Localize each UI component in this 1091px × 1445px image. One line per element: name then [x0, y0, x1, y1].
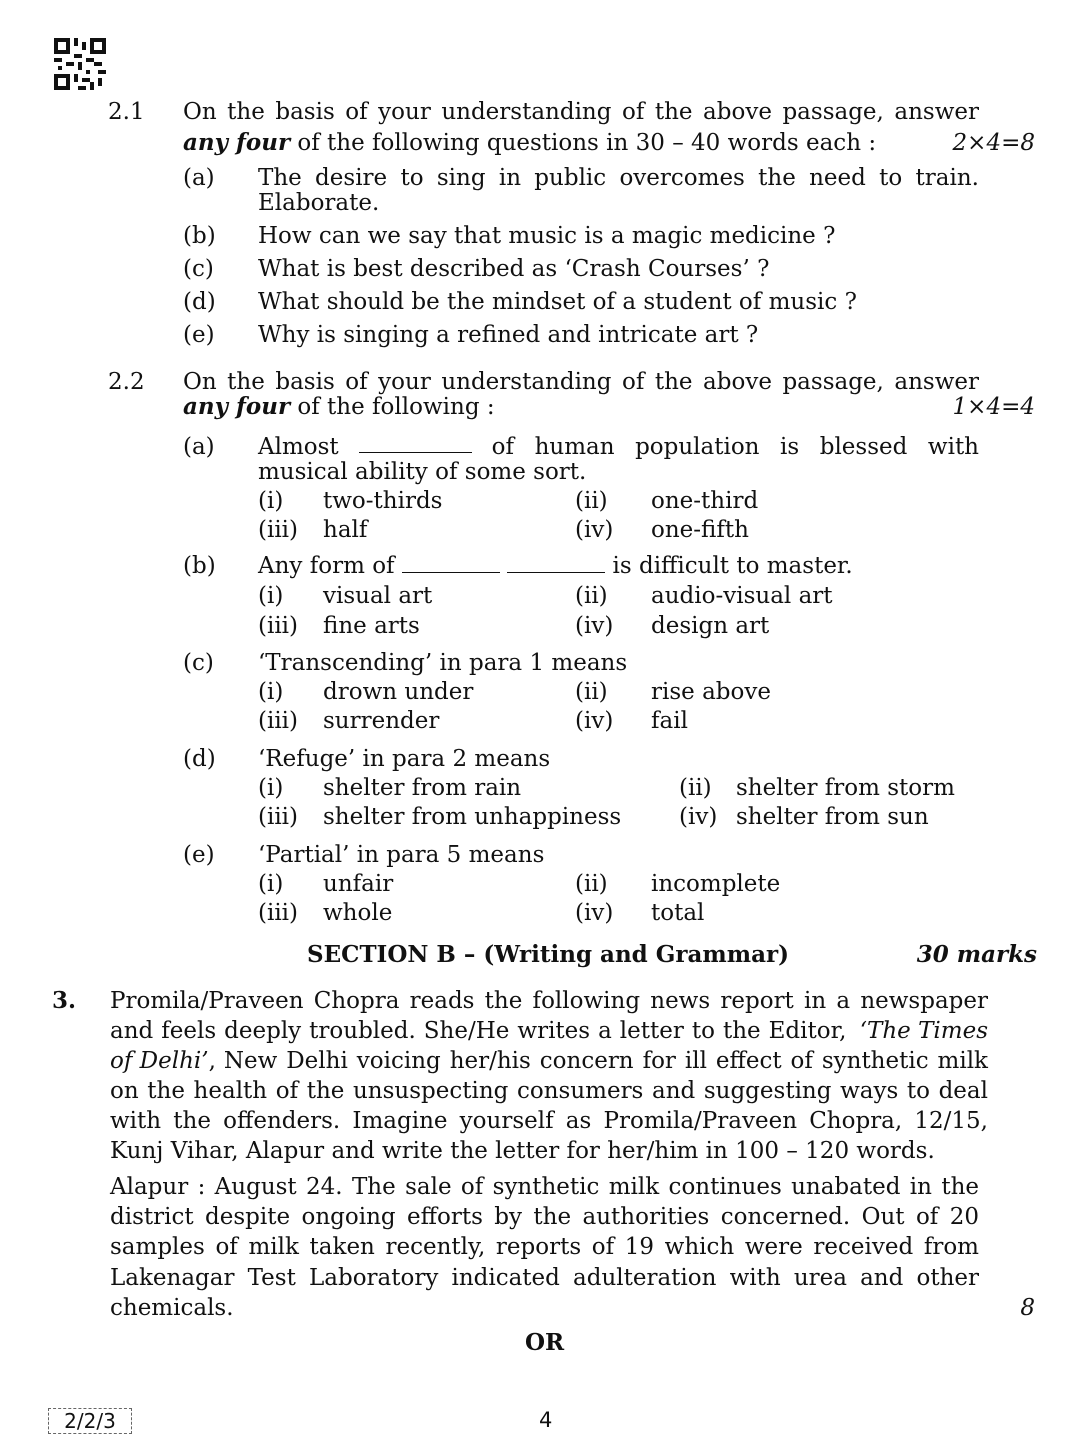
question-text-line: [110, 1018, 988, 1044]
page-number: 4: [539, 1408, 553, 1432]
option-label: (iv): [679, 804, 718, 830]
option-text: fine arts: [323, 613, 420, 639]
newspaper-title: ‘The Times: [859, 1018, 988, 1044]
question-number: 2.2: [108, 369, 145, 395]
option-text: fail: [651, 708, 688, 734]
newspaper-title: of Delhi’: [110, 1048, 209, 1074]
marks-label: 2×4=8: [952, 130, 1035, 156]
question-text: On the basis of your understanding of the above passage, answer: [183, 99, 979, 125]
option-text: shelter from sun: [736, 804, 929, 830]
qr-code-icon: [54, 38, 106, 90]
item-text: What should be the mindset of a student of music ?: [258, 289, 857, 315]
item-text-post: is difficult to master.: [612, 553, 853, 579]
item-text-line2: musical ability of some sort.: [258, 459, 587, 485]
question-text-line: on the health of the unsuspecting consumers and suggesting ways to deal: [110, 1078, 988, 1104]
option-label: (i): [258, 679, 284, 705]
marks-label: 8: [1020, 1295, 1035, 1321]
item-text-pre: Almost: [258, 434, 339, 460]
fill-blank: [402, 554, 500, 573]
item-label: (d): [183, 289, 216, 315]
option-text: shelter from rain: [323, 775, 522, 801]
question-number: 2.1: [108, 99, 145, 125]
question-text-tail: of the following questions in 30 – 40 words each :: [290, 130, 877, 156]
option-label: (i): [258, 488, 284, 514]
question-text: On the basis of your understanding of the above passage, answer: [183, 369, 979, 395]
option-text: half: [323, 517, 368, 543]
option-label: (iii): [258, 900, 299, 926]
paper-code-box: [48, 1408, 132, 1434]
item-text-line2: Elaborate.: [258, 190, 380, 216]
item-text: How can we say that music is a magic medicine ?: [258, 223, 836, 249]
paper-code: 2/2/3: [64, 1409, 116, 1433]
item-label: (e): [183, 842, 215, 868]
option-text: incomplete: [651, 871, 781, 897]
option-label: (i): [258, 775, 284, 801]
option-label: (ii): [575, 583, 608, 609]
question-text-line: with the offenders. Imagine yourself as Promila/Praveen Chopra, 12/15,: [110, 1108, 988, 1134]
news-text-line: samples of milk taken recently, reports of 19 which were received from: [110, 1234, 979, 1260]
option-text: total: [651, 900, 705, 926]
question-text-line: Promila/Praveen Chopra reads the following news report in a newspaper: [110, 988, 988, 1014]
news-text-line: Alapur : August 24. The sale of synthetic milk continues unabated in the: [110, 1174, 979, 1200]
option-text: rise above: [651, 679, 771, 705]
item-label: (e): [183, 322, 215, 348]
option-text: unfair: [323, 871, 394, 897]
option-label: (i): [258, 871, 284, 897]
section-marks: 30 marks: [916, 941, 1037, 968]
item-label: (b): [183, 223, 216, 249]
item-text-post: of human population is blessed with: [491, 434, 979, 460]
option-text: shelter from storm: [736, 775, 955, 801]
option-label: (ii): [679, 775, 712, 801]
item-label: (b): [183, 553, 216, 579]
question-text-part: New Delhi voicing her/his concern for ill effect of synthetic milk: [223, 1048, 988, 1074]
option-label: (iii): [258, 708, 299, 734]
option-label: (iv): [575, 708, 614, 734]
item-label: (c): [183, 650, 214, 676]
question-text-line: Kunj Vihar, Alapur and write the letter for her/him in 100 – 120 words.: [110, 1138, 935, 1164]
option-text: one-third: [651, 488, 759, 514]
item-text: ‘Transcending’ in para 1 means: [258, 650, 628, 676]
item-label: (a): [183, 165, 215, 191]
item-label: (d): [183, 746, 216, 772]
option-text: visual art: [323, 583, 433, 609]
marks-label: 1×4=4: [952, 394, 1035, 420]
item-text: What is best described as ‘Crash Courses’ ?: [258, 256, 770, 282]
item-text: ‘Partial’ in para 5 means: [258, 842, 545, 868]
option-text: surrender: [323, 708, 440, 734]
item-text: [258, 434, 979, 460]
emphasis-text: any four: [183, 129, 291, 156]
question-text-line2: [183, 394, 495, 420]
option-label: (ii): [575, 871, 608, 897]
emphasis-text: any four: [183, 393, 291, 420]
question-number: 3.: [52, 987, 77, 1014]
item-label: (a): [183, 434, 215, 460]
question-text-part: and feels deeply troubled. She/He writes a letter to the Editor,: [110, 1018, 854, 1044]
question-text-line2: [183, 130, 876, 156]
option-label: (iv): [575, 517, 614, 543]
option-label: (iv): [575, 900, 614, 926]
item-text: ‘Refuge’ in para 2 means: [258, 746, 551, 772]
option-text: audio-visual art: [651, 583, 833, 609]
item-text: The desire to sing in public overcomes the need to train.: [258, 165, 979, 191]
news-text-line: district despite ongoing efforts by the authorities concerned. Out of 20: [110, 1204, 979, 1230]
news-text-line: chemicals.: [110, 1295, 234, 1321]
option-label: (ii): [575, 679, 608, 705]
option-label: (iii): [258, 613, 299, 639]
item-text: Why is singing a refined and intricate art ?: [258, 322, 759, 348]
option-label: (iii): [258, 517, 299, 543]
option-text: drown under: [323, 679, 474, 705]
option-label: (i): [258, 583, 284, 609]
option-text: shelter from unhappiness: [323, 804, 622, 830]
option-label: (iv): [575, 613, 614, 639]
or-divider: OR: [525, 1329, 565, 1356]
option-text: design art: [651, 613, 770, 639]
option-text: whole: [323, 900, 393, 926]
item-label: (c): [183, 256, 214, 282]
option-label: (ii): [575, 488, 608, 514]
option-text: two-thirds: [323, 488, 443, 514]
section-heading: SECTION B – (Writing and Grammar): [307, 941, 790, 968]
option-label: (iii): [258, 804, 299, 830]
item-text-pre: Any form of: [258, 553, 395, 579]
fill-blank: [507, 554, 605, 573]
news-text-line: Lakenagar Test Laboratory indicated adulteration with urea and other: [110, 1265, 979, 1291]
comma: ,: [208, 1048, 216, 1074]
fill-blank: [359, 434, 472, 453]
question-text-tail: of the following :: [290, 394, 495, 420]
item-text: [258, 553, 853, 579]
option-text: one-fifth: [651, 517, 749, 543]
question-text-line: [110, 1048, 988, 1074]
